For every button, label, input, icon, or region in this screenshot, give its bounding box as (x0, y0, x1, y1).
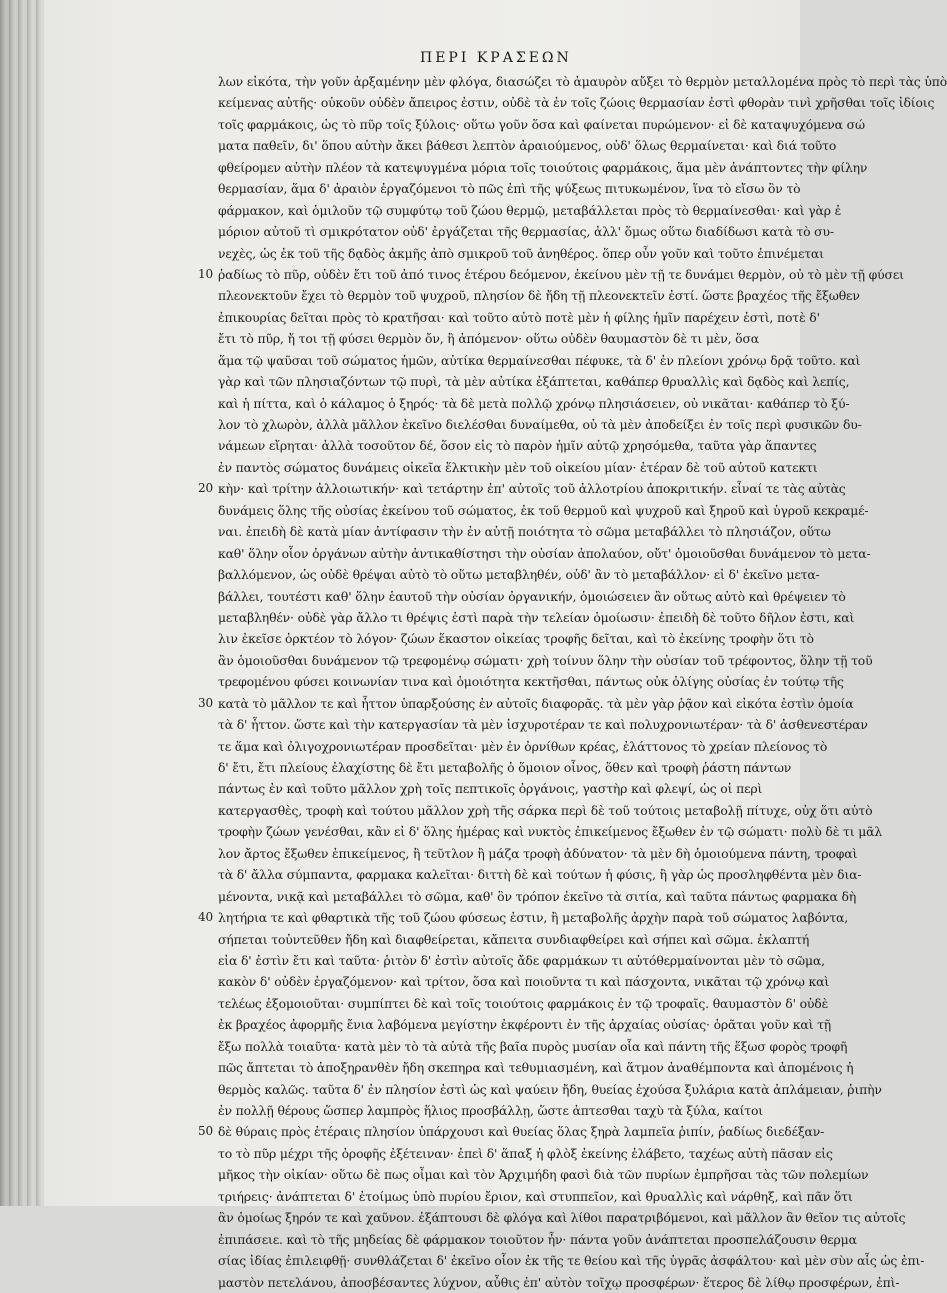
line-text: δυνάμεις ὅλης τῆς οὐσίας ἐκείνου τοῦ σώματος, ἐκ τοῦ θερμοῦ καὶ ψυχροῦ καὶ ξηροῦ καὶ ὑγροῦ κεκραμέ- (218, 502, 869, 518)
text-line (218, 500, 869, 521)
text-line (218, 307, 820, 328)
text-line (218, 971, 830, 992)
text-line (218, 929, 810, 950)
line-text: τελέως ἐξομοιοῦται· συμπίπτει δὲ καὶ τοῖς τοιούτοις φαρμάκοις ἐν τῷ τροφαῖς. θαυμαστὸν δ' οὐδὲ (218, 995, 829, 1011)
line-text: νεχὲς, ὡς ἐκ τοῦ τῆς δᾳδὸς ἀκμῆς ἀπὸ σμικροῦ τοῦ ἀνηθέρος. ὅπερ οὖν γοῦν καὶ τοῦτο ἐπινέμεται (218, 245, 824, 261)
line-text: εἰα δ' ἐστὶν ἔτι καὶ ταῦτα· ῥιτὸν δ' ἐστὶν αὐτοῖς ἄδε φαρμάκων τι αὐτόθερμαίνονται μὲν τὸ σῶμα, (218, 952, 825, 968)
text-line (218, 178, 801, 199)
text-line (218, 1079, 882, 1100)
text-line (218, 843, 858, 864)
text-line (218, 157, 868, 178)
text-line (218, 114, 865, 135)
text-line (218, 1207, 906, 1228)
line-text: ναι. ἐπειδὴ δὲ κατὰ μίαν ἀντίφασιν τὴν ἐν αὐτῇ ποιότητα τὸ σῶμα μεταβάλλει τὸ πλησιάζον, οὕτω (218, 524, 831, 540)
line-text: σίας ἰδίας ἐπιλειφθῇ· συνθλάζεται δ' ἐκεῖνο οἷον ἐκ τῆς τε θείου καὶ τῆς ὑγρᾶς ἀσφάλτου· καὶ μὲν σὺν αἷς ὡς ἐπι- (218, 1253, 925, 1269)
line-text: κείμενας αὐτῆς· οὐκοῦν οὐδὲν ἄπειρος ἐστιν, οὐδὲ τὰ ἐν τοῖς ζώοις θερμασίαν ἐστὶ φθορὰν τινὶ χρῆσθαι τοῖς ἰδίοις (218, 95, 935, 111)
text-line (218, 1186, 853, 1207)
line-text: πάντως ἐν καὶ τοῦτο μᾶλλον χρὴ τοῖς πεπτικοῖς ὀργάνοις, γαστὴρ καὶ φλεψί, ὡς οἱ περὶ (218, 781, 763, 797)
line-text: λον ἄρτος ἔξωθεν ἐπικείμενος, ἢ τεῦτλον ἢ μάζα τροφὴ ἀδύνατον· τὰ μὲν δὴ ὁμοιούμενα πάντη, τροφαὶ (218, 845, 858, 861)
text-line (218, 1143, 833, 1164)
text-line (218, 328, 771, 349)
text-line (218, 714, 868, 735)
text-line (198, 478, 846, 499)
line-text: μαστὸν πετελάνου, ἀποσβέσαντες λύχνον, αὖθις ἐπ' αὐτὸν τοῖχῳ προσφέρων· ἕτερος δὲ λίθῳ προσφέρων, ἐπὶ- (218, 1274, 900, 1290)
text-line (218, 521, 831, 542)
line-text: τὰ δ' ἧττον. ὥστε καὶ τὴν κατεργασίαν τὰ μὲν ἰσχυροτέραν τε καὶ πολυχρονιωτέραν· τὰ δ' ἀσθενεστέραν (218, 717, 868, 733)
line-text: ἐπιπάσειε. καὶ τὸ τῆς μηδείας δὲ φάρμακον τοιοῦτον ἦν· πάντα γοῦν ἀνάπτεται προσπελάζουσιν θερμα (218, 1231, 857, 1247)
text-line (218, 628, 814, 649)
text-line (218, 1164, 869, 1185)
line-text: ἔξω πολλὰ τοιαῦτα· κατὰ μὲν τὸ τὰ αὐτὰ τῆς βαῖα πυρὸς μυσίαν οἷα καὶ πάντη τῆς ἕξωσ φορὸς τροφῆ (218, 1038, 848, 1054)
line-text: τρεφομένου φύσει κοινωνίαν τινα καὶ ὁμοιότητα κεκτῆσθαι, πάντως οὐκ ὀλίγης οὐσίας ἐν τούτῳ τῆς (218, 674, 844, 690)
line-text: λων εἰκότα, τὴν γοῦν ἀρξαμένην μὲν φλόγα, διασώζει τὸ ἀμαυρὸν αὔξει τὸ θερμὸν μεταλλομένα πρὸς τὸ περὶ τὰς ὑπὸ (218, 74, 947, 89)
text-line (218, 221, 834, 242)
text-line (218, 200, 842, 221)
line-number: 10 (198, 266, 213, 281)
line-text: πῶς ἄπτεται τὸ ἀποξηρανθὲν ἤδη σκεπηρα καὶ τεθυμιασμένη, καὶ ἅτμον ἀναθέμποντα καὶ ἀπομένοις ἠ (218, 1060, 854, 1076)
line-text: κατεργασθὲς, τροφὴ καὶ τούτου μᾶλλον χρὴ τῆς σάρκα περὶ δὲ τοῦ τούτοις μεταβολῇ πίτυχε, οὐχ ὅτι αὐτὸ (218, 802, 873, 818)
text-line (218, 414, 862, 435)
line-text: ἔτι τὸ πῦρ, ἤ τοι τῇ φύσει θερμὸν ὄν, ἢ ἀπόμενον· οὕτω οὐδὲν θαυμαστὸν δὲ τι μὲν, ὅσα (218, 331, 760, 347)
line-text: νάμεων εἴρηται· ἀλλὰ τοσοῦτον δέ, ὅσον εἰς τὸ παρὸν ἡμῖν αὐτῷ χρησόμεθα, ταῦτα γὰρ ἅπαντες (218, 438, 817, 454)
line-text: σήπεται τοὐντεῦθεν ἤδη καὶ διαφθείρεται, κἄπειτα συνδιαφθείρει καὶ σήπει καὶ σῶμα. ἐκλαπτή (218, 931, 810, 947)
text-line (218, 757, 792, 778)
body-text (198, 71, 947, 1293)
line-text: βάλλει, τουτέστι καθ' ὅλην ἑαυτοῦ τὴν οὐσίαν ὀργανικήν, ὁμοιώσειεν ἂν οὕτως αὐτὸ καὶ θρέψειεν τὸ (218, 588, 846, 604)
line-text: ἐν πολλῇ θέρους ὥσπερ λαμπρὸς ἥλιος προσβάλλῃ, ὥστε ἀπτεσθαι ταχὺ τὰ ξύλα, καίτοι (218, 1103, 764, 1118)
text-line (218, 371, 850, 392)
line-text: το τὸ πῦρ μέχρι τῆς ὀροφῆς ἐξέτειναν· ἐπεὶ δ' ἅπαξ ἡ φλὸξ ἐκείνης ἐλάβετο, ταχέως αὐτὴ πᾶσαν εἰς (218, 1145, 833, 1161)
line-text: λιν ἐκεῖσε ὁρκτέον τὸ λόγον· ζώων ἕκαστον οἰκείας τροφῆς δεῖται, καὶ τὸ ἐκείνης τροφὴν ὅτι τὸ (218, 631, 814, 647)
text-line (218, 886, 857, 907)
line-text: φθείρομεν αὐτὴν πλέον τὰ κατεψυγμένα μόρια τοῖς τοιούτοις φαρμάκοις, ἅμα μὲν ἀνάπτοντες τὴν φίλην (218, 159, 868, 175)
line-text: κὴν· καὶ τρίτην ἀλλοιωτικήν· καὶ τετάρτην ἐπ' αὐτοῖς τοῦ ἀλλοτρίου ἀποκριτικήν. εἶναί τε τὰς αὐτὰς (218, 481, 846, 497)
text-line (218, 435, 817, 456)
text-line (218, 457, 818, 478)
line-text: μῆκος τὴν οἰκίαν· οὕτω δὲ πως οἶμαι καὶ τὸν Ἀρχιμήδη φασὶ διὰ τῶν πυρίων ἐμπρῆσαι τὰς τῶν πολεμίων (218, 1167, 869, 1183)
text-line (218, 650, 873, 671)
line-text: δ' ἔτι, ἔτι πλείους ἐλαχίστης δὲ ἔτι μεταβολῆς ὁ ὅμοιον οἶνος, ὅθεν καὶ τροφὴ ῥάστη πάντων (218, 760, 792, 775)
text-line (218, 1100, 771, 1121)
text-line (218, 135, 837, 156)
line-text: τροφὴν ζώων γενέσθαι, κἂν εἰ δ' ὅλης ἡμέρας καὶ νυκτὸς ἐπικείμενος ἔξωθεν ἐν τῷ σώματι· πολὺ δὲ τι μᾶλ (218, 824, 883, 840)
text-line (198, 693, 854, 714)
line-text: τριήρεις· ἀνάπτεται δ' ἐτοίμως ὑπὸ πυρίου ἔριον, καὶ στυππεῖον, καὶ θρυαλλὶς καὶ νάρθηξ, καὶ πᾶν ὅτι (218, 1188, 853, 1204)
line-text: καὶ ἡ πίττα, καὶ ὁ κάλαμος ὁ ξηρός· τὰ δὲ μετὰ πολλῷ χρόνῳ πλησιάσειεν, οὐ νικᾶται· καθάπερ τὸ ξύ- (218, 395, 850, 411)
line-text: ἐπικουρίας δεῖται πρὸς τὸ κρατῆσαι· καὶ τοῦτο αὐτὸ ποτὲ μὲν ἡ φίλης ἡμῖν παρέχειν ἐστὶ, ποτὲ δ' (218, 309, 820, 325)
line-text: κακὸν δ' οὐδὲν ἐργαζόμενον· καὶ τρίτον, ὅσα καὶ ποιοῦντα τι καὶ πάσχοντα, νικᾶται τῷ χρόνῳ καὶ (218, 974, 830, 990)
line-text: θερμασίαν, ἅμα δ' ἀραιὸν ἐργαζόμενοι τὸ πῶς ἐπὶ τῆς ψύξεως πιτυκωμένον, ἵνα τὸ εἴσω ὂν τὸ (218, 181, 801, 197)
line-text: γὰρ καὶ τῶν πλησιαζόντων τῷ πυρὶ, τὰ μὲν αὐτίκα ἐξάπτεται, καθάπερ θρυαλλὶς καὶ δᾳδὸς καὶ λεπίς, (218, 374, 850, 390)
line-text: φάρμακον, καὶ ὁμιλοῦν τῷ συμφύτῳ τοῦ ζώου θερμῷ, μεταβάλλεται πρὸς τὸ θερμαίνεσθαι· καὶ γὰρ ἐ (218, 202, 842, 218)
line-text: ῥαδίως τὸ πῦρ, οὐδὲν ἔτι τοῦ ἀπό τινος ἑτέρου δεόμενον, ἐκείνου μὲν τῇ τε δυνάμει θερμὸν, οὐ τὸ μὲν τῇ φύσει (218, 266, 904, 282)
text-line (218, 671, 844, 692)
text-line (218, 1014, 832, 1035)
line-text: ἂν ὁμοιοῦσθαι δυνάμενον τῷ τρεφομένῳ σώματι· χρὴ τοίνυν ὅλην τὴν οὐσίαν τοῦ τρέφοντος, ὅλην τῇ τοῦ (218, 652, 873, 668)
text-line (218, 607, 855, 628)
line-text: μένοντα, νικᾷ καὶ μεταβάλλει τὸ σῶμα, καθ' ὃν τρόπον ἐκεῖνο τὰ σιτία, καὶ ταῦτα πάντως φαρμακα δὴ (218, 888, 857, 904)
text-line (218, 736, 828, 757)
text-line (218, 950, 825, 971)
text-line (218, 92, 935, 113)
line-text: μεταβληθέν· οὐδὲ γὰρ ἄλλο τι θρέψις ἐστὶ παρὰ τὴν τελείαν ὁμοίωσιν· ἐπειδὴ δὲ τοῦτο δῆλον ἐστι, καὶ (218, 609, 855, 625)
line-text: ἐν παντὸς σώματος δυνάμεις οἰκεῖα ἕλκτικὴν μὲν τοῦ οἰκείου μίαν· ἑτέραν δὲ τοῦ αὐτοῦ κατεκτι (218, 459, 818, 475)
text-line (218, 564, 820, 585)
text-line (198, 1121, 825, 1142)
text-line (218, 71, 947, 92)
line-text: ἂν ὁμοίως ξηρόν τε καὶ χαῦνον. ἐξάπτουσι δὲ φλόγα καὶ λίθοι παρατριβόμενοι, καὶ μᾶλλον ἂν θεῖον τις αὐτοῖς (218, 1210, 906, 1226)
line-text: ματα παθεῖν, δι' ὅπου αὐτὴν ἄκει βάθεσι λεπτὸν ἀραιούμενος, οὐδ' ὅλως θερμαίνεται· καὶ διά τοῦτο (218, 138, 837, 154)
line-text: βαλλόμενον, ὡς οὐδὲ θρέψαι αὐτὸ τὸ οὕτω μεταβληθέν, οὐδ' ἂν τὸ μεταβάλλον· εἰ δ' ἐκεῖνο μετα- (218, 567, 820, 583)
line-text: καθ' ὅλην οἷον ὀργάνων αὐτὴν ἀντικαθίστησι τὴν οὐσίαν ἀπολαύον, οὔτ' ὁμοιοῦσθαι δυνάμενον τὸ μετα- (218, 545, 871, 561)
line-text: πλεονεκτοῦν ἔχει τὸ θερμὸν τοῦ ψυχροῦ, πλησίον δὲ ἤδη τῇ πλεονεκτεῖν ἐστί. ὥστε βραχέος τῆς ἔξωθεν (218, 288, 860, 304)
line-number: 20 (198, 481, 213, 496)
text-line (218, 993, 829, 1014)
text-line (218, 350, 861, 371)
text-line (218, 243, 824, 264)
line-text: θερμὸς καλῶς. ταῦτα δ' ἐν πλησίον ἐστὶ ὡς καὶ ψαύειν ἤδη, θυείας ἐχούσα ξυλάρια κατὰ ἀπλάμειαν, ῥιπὴν (218, 1081, 882, 1097)
line-number: 50 (198, 1124, 213, 1139)
text-line (218, 393, 850, 414)
line-text: κατὰ τὸ μᾶλλον τε καὶ ἧττον ὑπαρξούσης ἐν αὐτοῖς διαφορᾶς. τὰ μὲν γὰρ ῥᾷον καὶ εἰκότα ἐστὶν ὁμοία (218, 695, 854, 711)
text-line (218, 1229, 857, 1250)
text-line (218, 285, 860, 306)
text-line (218, 1250, 925, 1271)
line-text: τε ἅμα καὶ ὀλιγοχρονιωτέραν προσδεῖται· μὲν ἐν ὀρνίθων κρέας, ἐλάττονος τὸ χρείαν πλείονος τὸ (218, 738, 828, 754)
text-line (218, 778, 771, 799)
text-line (218, 864, 862, 885)
text-line (218, 821, 883, 842)
line-text: μόριον αὐτοῦ τὶ σμικρότατον οὐδ' ἐργάζεται τῆς θερμασίας, ἀλλ' ὅμως οὕτω διαδίδωσι κατὰ τὸ συ- (218, 224, 834, 240)
text-line (218, 543, 871, 564)
line-text: λον τὸ χλωρὸν, ἀλλὰ μᾶλλον ἐκεῖνο διελέσθαι δυναίμεθα, οὐ τὰ μὲν ἀποδείξει ἐν τοῖς περὶ φυσικῶν δυ- (218, 417, 862, 432)
line-text: δὲ θύραις πρὸς ἑτέραις πλησίον ὑπάρχουσι καὶ θυείας ὅλας ξηρὰ λαμπεῖα ῥιπίν, ῥαδίως διεδέξαν- (218, 1124, 825, 1140)
line-text: τὰ δ' ἄλλα σύμπαντα, φαρμακα καλεῖται· διττὴ δὲ καὶ τούτων ἡ φύσις, ἢ γὰρ ὡς προσληφθέντα μὲν δια- (218, 867, 862, 883)
line-text: λητήρια τε καὶ φθαρτικὰ τῆς τοῦ ζώου φύσεως ἐστιν, ἢ μεταβολῆς ἀρχὴν παρὰ τοῦ σώματος λαβόντα, (218, 910, 849, 926)
text-line (218, 1272, 900, 1293)
line-text: τοῖς φαρμάκοις, ὡς τὸ πῦρ τοῖς ξύλοις· οὕτω γοῦν ὅσα καὶ φαίνεται πυρώμενον· εἰ δὲ καταψυχόμενα σώ (218, 116, 865, 132)
text-line (198, 264, 904, 285)
running-title: ΠΕΡΙ ΚΡΑΣΕΩΝ (420, 50, 572, 66)
line-number: 40 (198, 910, 213, 925)
text-line (218, 1057, 854, 1078)
text-line (218, 1036, 848, 1057)
page-binding-edge (0, 0, 44, 1206)
text-line (218, 800, 873, 821)
line-number: 30 (198, 695, 213, 710)
line-text: ἐκ βραχέος ἀφορμῆς ἔνια λαβόμενα μεγίστην ἐκφέροντι ἐν τῆς ἀρχαίας οὐσίας· ὁρᾶται γοῦν καὶ τῇ (218, 1017, 832, 1033)
text-line (198, 907, 849, 928)
text-line (218, 586, 846, 607)
line-text: ἅμα τῷ ψαῦσαι τοῦ σώματος ἡμῶν, αὐτίκα θερμαίνεσθαι πέφυκε, τὰ δ' ἐν πλείονι χρόνῳ δρᾷ τοῦτο. καὶ (218, 352, 861, 368)
